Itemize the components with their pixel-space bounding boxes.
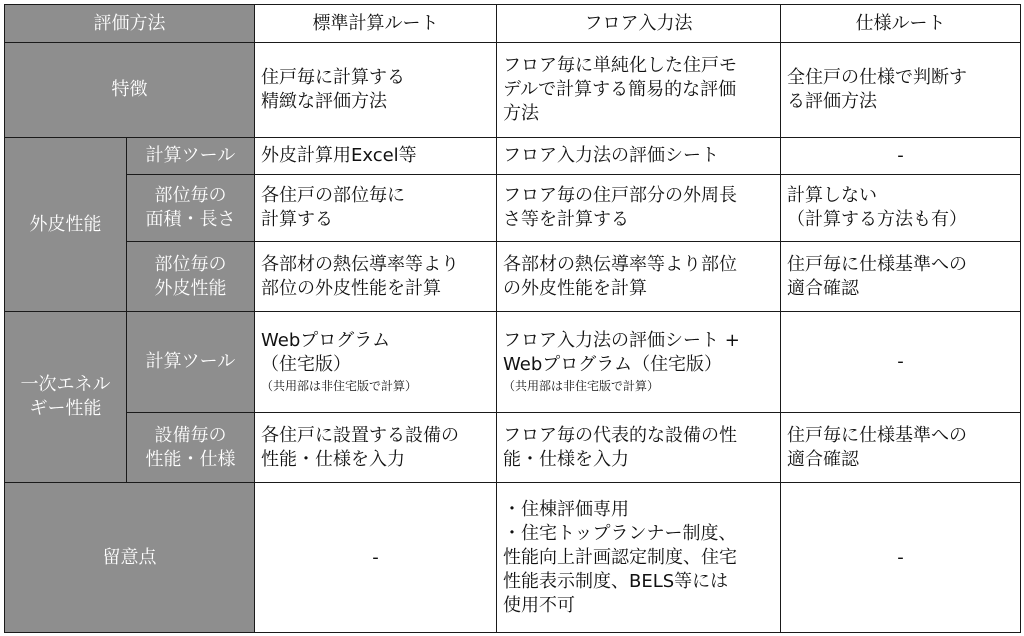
- text-line: 各部材の熱伝導率等より部位: [503, 253, 737, 275]
- text-line: 性能向上計画認定制度、住宅: [503, 546, 737, 568]
- text-line: 住戸毎に仕様基準への: [787, 424, 967, 446]
- energy-equipment-floor: [497, 413, 781, 483]
- dash-text: -: [897, 145, 904, 166]
- header-row: [5, 5, 1021, 43]
- text-line: 部位の外皮性能を計算: [261, 277, 441, 299]
- notes-label: 留意点: [5, 483, 255, 633]
- text-line: ギー性能: [29, 398, 102, 419]
- text-line: る評価方法: [787, 91, 877, 112]
- envelope-area-standard: [255, 175, 497, 242]
- header-floor-input-method: フロア入力法: [497, 5, 781, 43]
- text-line: 性能・仕様: [145, 448, 236, 470]
- note-text: （共用部は非住宅版で計算）: [503, 379, 660, 393]
- text-line: Webプログラム: [261, 330, 391, 351]
- envelope-performance-row: [5, 242, 1021, 312]
- text-line: 面積・長さ: [145, 209, 236, 230]
- text-line: デルで計算する簡易的な評価: [503, 79, 737, 100]
- energy-equipment-row: [5, 413, 1021, 483]
- energy-tool-spec: [781, 312, 1021, 413]
- energy-tool-row: [5, 312, 1021, 413]
- envelope-tool-spec: [781, 138, 1021, 175]
- features-standard: [255, 43, 497, 138]
- energy-equipment-spec: [781, 413, 1021, 483]
- envelope-performance-floor: [497, 242, 781, 312]
- envelope-area-label: [127, 175, 255, 242]
- energy-group-label: [5, 312, 127, 483]
- text-line: 方法: [503, 103, 539, 124]
- text-line: 部位毎の: [154, 253, 227, 275]
- text-line: 外皮性能: [154, 277, 227, 299]
- envelope-performance-spec: [781, 242, 1021, 312]
- envelope-area-row: [5, 175, 1021, 242]
- text-line: 能・仕様を入力: [503, 448, 629, 470]
- text-line: 全住戸の仕様で判断す: [787, 67, 967, 88]
- text-line: 性能表示制度、BELS等には: [503, 570, 729, 592]
- envelope-area-spec: [781, 175, 1021, 242]
- features-row: [5, 43, 1021, 138]
- features-floor: [497, 43, 781, 138]
- features-label: 特徴: [5, 43, 255, 138]
- text-line: 各住戸の部位毎に: [261, 185, 405, 206]
- text-line: 計算する: [261, 209, 333, 230]
- text-line: フロア毎の住戸部分の外周長: [503, 185, 737, 206]
- envelope-tool-floor: [497, 138, 781, 175]
- text-line: フロア毎の代表的な設備の性: [503, 424, 737, 446]
- energy-tool-standard: [255, 312, 497, 413]
- text-line: フロア入力法の評価シート +: [503, 330, 740, 351]
- envelope-tool-row: [5, 138, 1021, 175]
- text-line: 設備毎の: [154, 424, 227, 446]
- envelope-tool-standard: [255, 138, 497, 175]
- text-line: 住戸毎に計算する: [261, 67, 405, 88]
- text-line: 外皮計算用Excel等: [261, 145, 417, 166]
- text-line: 各住戸に設置する設備の: [261, 424, 459, 446]
- text-line: ・住棟評価専用: [503, 498, 629, 520]
- text-line: 適合確認: [787, 277, 859, 299]
- energy-equipment-standard: [255, 413, 497, 483]
- dash-text: -: [372, 546, 379, 568]
- text-line: 各部材の熱伝導率等より: [261, 253, 459, 275]
- text-line: 一次エネル: [20, 374, 111, 395]
- envelope-performance-label: [127, 242, 255, 312]
- text-line: Webプログラム（住宅版）: [503, 354, 723, 375]
- text-line: 精緻な評価方法: [261, 91, 387, 112]
- text-line: 計算ツール: [145, 145, 236, 166]
- text-line: フロア毎に単純化した住戸モ: [503, 55, 737, 76]
- text-line: （住宅版）: [261, 354, 351, 375]
- text-line: 適合確認: [787, 448, 859, 470]
- text-line: 部位毎の: [154, 185, 227, 206]
- header-evaluation-method: 評価方法: [5, 5, 255, 43]
- notes-spec: [781, 483, 1021, 633]
- header-spec-route: 仕様ルート: [781, 5, 1021, 43]
- dash-text: -: [897, 351, 904, 372]
- energy-tool-floor: [497, 312, 781, 413]
- evaluation-method-table: [4, 4, 1021, 633]
- text-line: の外皮性能を計算: [503, 277, 647, 299]
- energy-equipment-label: [127, 413, 255, 483]
- envelope-group-label: 外皮性能: [5, 138, 127, 312]
- notes-row: [5, 483, 1021, 633]
- text-line: ・住宅トップランナー制度、: [503, 522, 737, 544]
- energy-tool-label: [127, 312, 255, 413]
- header-standard-route: 標準計算ルート: [255, 5, 497, 43]
- envelope-performance-standard: [255, 242, 497, 312]
- envelope-area-floor: [497, 175, 781, 242]
- features-spec: [781, 43, 1021, 138]
- text-line: フロア入力法の評価シート: [503, 145, 719, 166]
- note-text: （共用部は非住宅版で計算）: [261, 379, 418, 393]
- text-line: 性能・仕様を入力: [261, 448, 405, 470]
- text-line: （計算する方法も有）: [787, 209, 967, 230]
- envelope-tool-label: [127, 138, 255, 175]
- text-line: 使用不可: [503, 594, 575, 616]
- text-line: 計算しない: [787, 185, 877, 206]
- text-line: さ等を計算する: [503, 209, 629, 230]
- dash-text: -: [897, 546, 904, 568]
- notes-standard: [255, 483, 497, 633]
- text-line: 計算ツール: [145, 351, 236, 372]
- notes-floor: [497, 483, 781, 633]
- text-line: 住戸毎に仕様基準への: [787, 253, 967, 275]
